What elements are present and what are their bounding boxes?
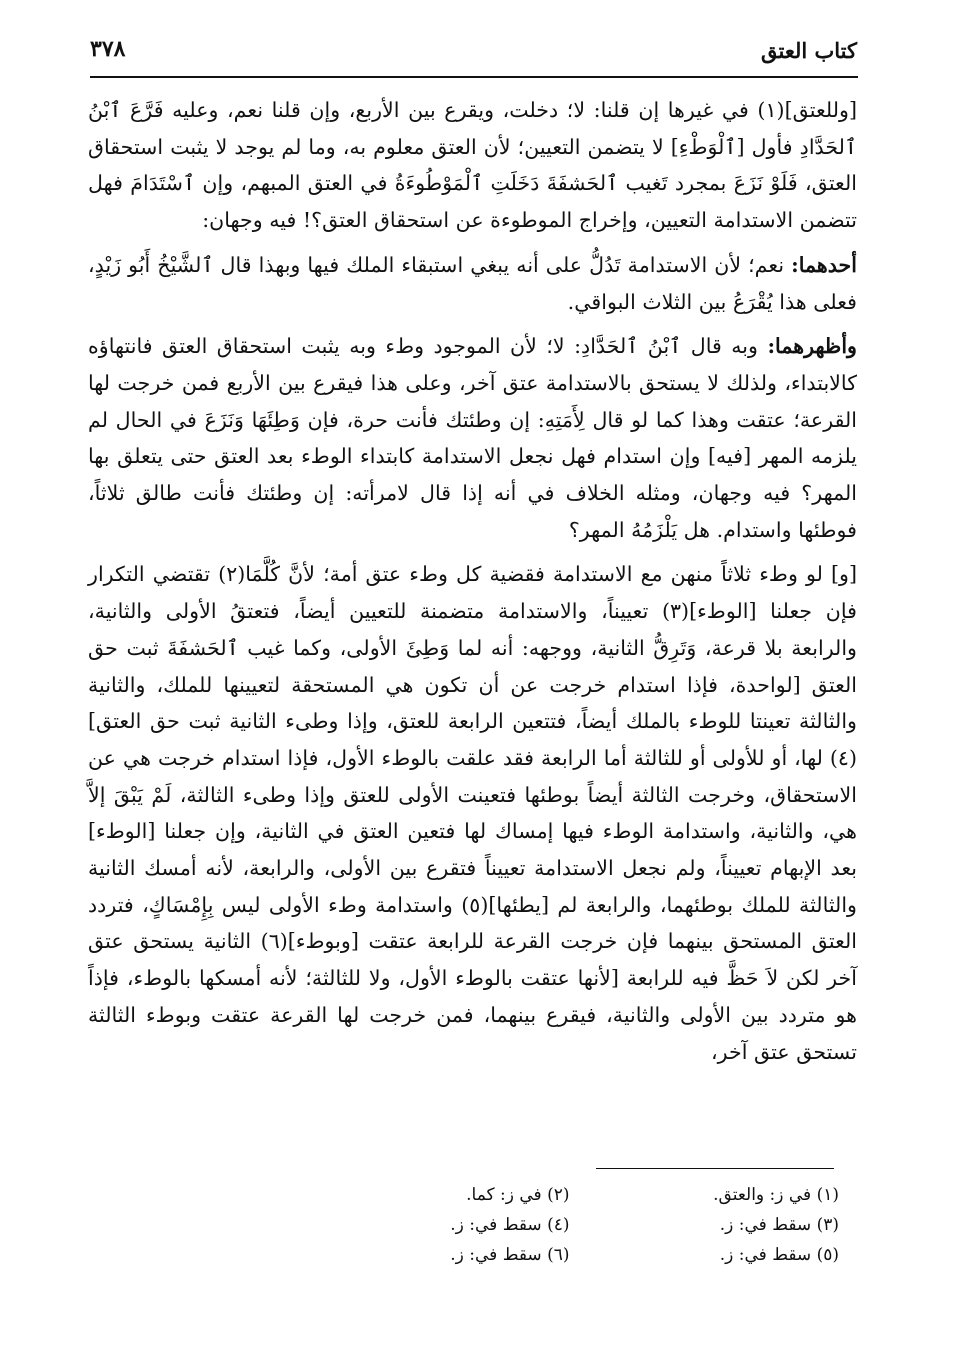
footnote-row (300, 1240, 839, 1270)
footnote: (٥) سقط في: ز. (719, 1245, 839, 1265)
paragraph-lead: وأظهرهما: (767, 334, 857, 359)
paragraph-lead: أحدهما: (791, 252, 857, 277)
main-text (88, 92, 857, 1078)
paragraph-text: نعم؛ لأن الاستدامة تَدُلُّ على أنه يبغي استبقاء الملك فيها وبهذا قال ٱلشَّيْخُ أَبُو زَيْدٍ، فعلى هذا يُقْرَعُ بين الثلاث البواقي. (88, 252, 857, 314)
paragraph (88, 556, 857, 1070)
footnote-rule (596, 1168, 834, 1169)
footnote-row (300, 1210, 839, 1240)
header-rule (90, 76, 858, 78)
footnote: (٤) سقط في: ز. (450, 1215, 570, 1235)
footnotes (300, 1180, 839, 1270)
footnote: (٢) في ز: كما. (466, 1185, 570, 1205)
paragraph-text: [وللعتق](١) في غيرها إن قلنا: لا؛ دخلت، ويقرع بين الأربع، وإن قلنا نعم، وعليه فَرَّعَ ٱبْنُ ٱلحَدَّادِ فأول [ٱلْوَطْءِ] لا يتضمن التعيين؛ لأن العتق معلوم به، وما لم يوجد لا يثبت استحقاق العتق، فَلَوْ نَزَعَ بمجرد تَغيب ٱلحَشفَةَ دَخَلَتِ ٱلْمَوْطُوءَةُ في العتق المبهم، وإن ٱسْتَدَامَ فهل تتضمن الاستدامة التعيين، وإخراج الموطوءة عن استحقاق العتق؟! فيه وجهان: (88, 98, 857, 233)
paragraph (88, 328, 857, 548)
chapter-title: كتاب العتق (760, 38, 857, 63)
paragraph (88, 92, 857, 239)
running-head (90, 34, 857, 74)
paragraph (88, 247, 857, 320)
paragraph-text: وبه قال ٱبْنُ ٱلحَدَّادِ: لا؛ لأن الموجود وطء وبه يثبت استحقاق العتق فانتهاؤه كالابتداء، ولذلك لا يستحق بالاستدامة عتق آخر، وعلى هذا فيقرع بين الأربع فمن خرجت لها القرعة؛ عتقت وهذا كما لو قال لِأَمَتِهِ: إن وطئتك فأنت حرة، فإن وَطِئَهَا وَنَزَعَ في الحال لم يلزمه المهر [فيه] وإن استدام فهل نجعل الاستدامة كابتداء الوطء بعد العتق حتى يتعلق بها المهر؟ فيه وجهان، ومثله الخلاف في أنه إذا قال لامرأته: إن وطئتك فأنت طالق ثلاثاً، فوطئها واستدام. هل يَلْزَمُهُ المهر؟ (88, 334, 857, 542)
footnote-row (300, 1180, 839, 1210)
paragraph-text: [و] لو وطء ثلاثاً منهن مع الاستدامة فقضية كل وطء عتق أمة؛ لأنَّ كُلَّمَا(٢) تقتضي التكرار فإن جعلنا [الوطء](٣) تعييناً، والاستدامة متضمنة للتعيين أيضاً، فتعتقُ الأولى والثانية، والرابعة بلا قرعة، وَتَرِقُّ الثانية، ووجهه: أنه لما وَطِئَ الأولى، وكما غيب ٱلحَشفَةَ ثبت حق العتق [لواحدة، فإذا استدام خرجت عن أن تكون هي المستحقة لتعيينها للملك، والثانية والثالثة تعينتا للوطء بالملك أيضاً، فتتعين الرابعة للعتق، وإذا وطىء الثانية ثبت حق العتق](٤) لها، أو للأولى أو للثالثة أما الرابعة فقد علقت بالوطء الأول، فإذا استدام خرجت هي عن الاستحقاق، وخرجت الثالثة أيضاً بوطئها فتعينت الأولى للعتق وإذا وطىء الثالثة، لَمْ يَبْقَ إلاَّ هي، والثانية، واستدامة الوطء فيها إمساك لها فتعين العتق في الثانية، وإن جعلنا [الوطء] بعد الإبهام تعييناً، ولم نجعل الاستدامة تعييناً فتقرع بين الأولى، والرابعة، لأنه أمسك الثانية والثالثة للملك بوطئهما، والرابعة لم [يطئها](٥) واستدامة وطء الأولى ليس بِإِمْسَاكٍ، فتردد العتق المستحق بينهما فإن خرجت القرعة للرابعة عتقت [وبوطء](٦) الثانية يستحق عتق آخر لكن لاَ حَظَّ فيه للرابعة [لأنها عتقت بالوطء الأول، ولا للثالثة؛ لأنه أمسكها بالوطء، فإذاً هو متردد بين الأولى والثانية، فيقرع بينهما، فمن خرجت لها القرعة عتقت وبوطء الثالثة تستحق عتق آخر، (88, 562, 857, 1064)
footnote: (٣) سقط في: ز. (719, 1215, 839, 1235)
footnote: (١) في ز: والعتق. (713, 1185, 839, 1205)
footnote: (٦) سقط في: ز. (450, 1245, 570, 1265)
page-number: ٣٧٨ (90, 36, 126, 62)
